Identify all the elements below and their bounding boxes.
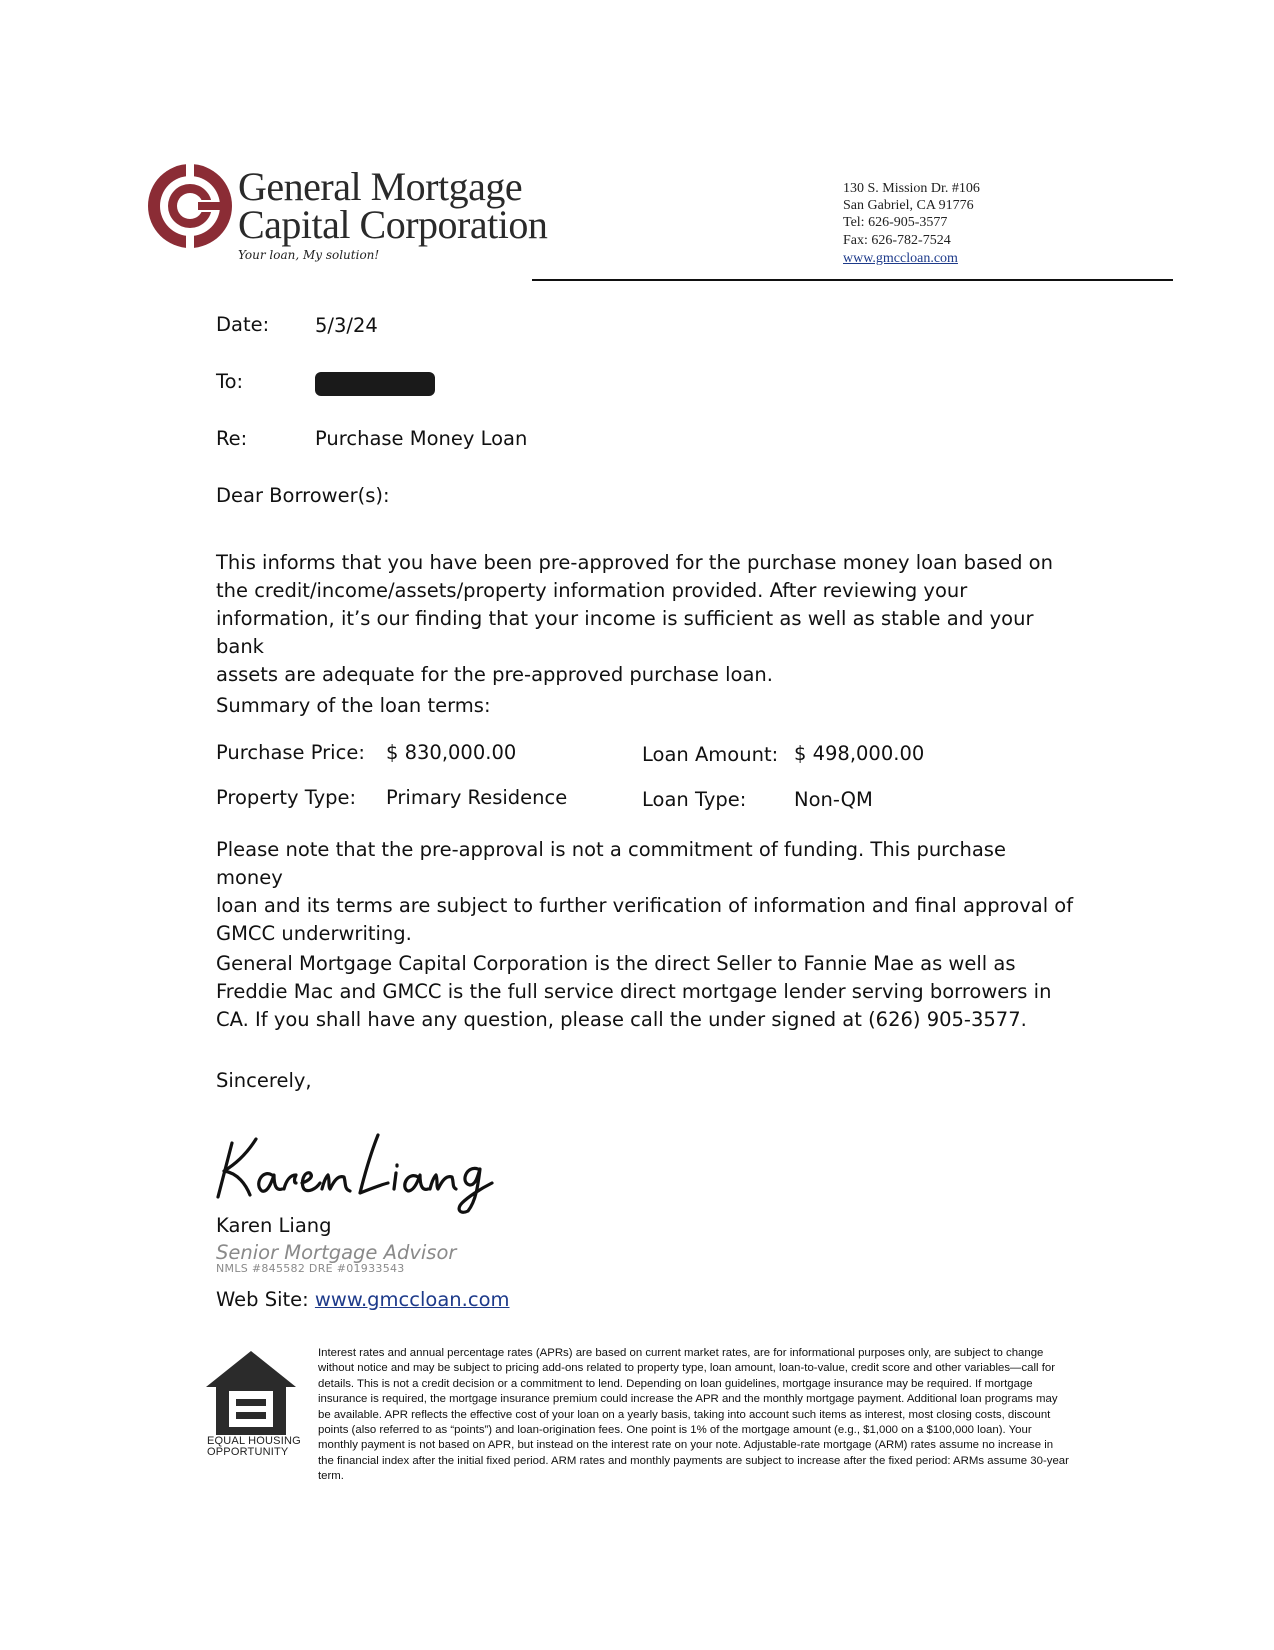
- disclaimer-text: Interest rates and annual percentage rates (APRs) are based on current market rates, are for informational purposes only, are subject to change without notice and may be subject to pricing add-ons related to property type, loan amount, loan-to-value, credit score and other variables—call for details. This is not a credit decision or a commitment to lend. Depending on loan guidelines, mortgage insurance may be required. If mortgage insurance is required, the mortgage insurance premium could increase the APR and the monthly mortgage payment. Additional loan programs may be available. APR reflects the effective cost of your loan on a yearly basis, taking into account such items as interest, most closing costs, discount points (also referred to as “points”) and loan-origination fees. One point is 1% of the mortgage amount (e.g., $1,000 on a $100,000 loan). Your monthly payment is not based on APR, but instead on the interest rate on your note. Adjustable-rate mortgage (ARM) rates assume no increase in the financial index after the initial fixed period. ARM rates and monthly payments are subject to increase after the fixed period: ARMs assume 30-year term.: [318, 1347, 1069, 1483]
- paragraph-3: [216, 950, 1076, 1034]
- equal-housing-text-2: OPPORTUNITY: [207, 1446, 289, 1458]
- signer-title: Senior Mortgage Advisor: [216, 1241, 457, 1264]
- address-line2: San Gabriel, CA 91776: [843, 198, 974, 213]
- purchase-price-value: $ 830,000.00: [386, 741, 517, 764]
- paragraph-1: [216, 549, 1076, 689]
- to-label: To:: [216, 370, 244, 393]
- signer-website-link[interactable]: www.gmccloan.com: [314, 1288, 510, 1311]
- signer-website: [216, 1286, 510, 1314]
- paragraph-2-line: Please note that the pre-approval is not a commitment of funding. This purchase money: [216, 838, 1006, 889]
- loan-amount-value: $ 498,000.00: [794, 742, 925, 765]
- date-label: Date:: [216, 313, 270, 336]
- company-logo-icon: [146, 162, 234, 250]
- company-tagline: Your loan, My solution!: [238, 248, 380, 262]
- loan-type-value: Non-QM: [794, 788, 873, 811]
- company-name-line1: General Mortgage: [238, 164, 523, 209]
- address-tel: Tel: 626-905-3577: [843, 215, 948, 230]
- summary-heading: Summary of the loan terms:: [216, 694, 491, 717]
- disclaimer-block: [212, 1346, 1072, 1485]
- recipient-redaction: [315, 372, 435, 396]
- loan-amount-label: Loan Amount:: [642, 743, 779, 766]
- paragraph-2: [216, 836, 1076, 948]
- paragraph-1-line: This informs that you have been pre-approved for the purchase money loan based on: [216, 551, 1053, 574]
- paragraph-1-line: information, it’s our finding that your income is sufficient as well as stable and your bank: [216, 607, 1034, 658]
- address-fax: Fax: 626-782-7524: [843, 233, 951, 248]
- handwritten-signature: [210, 1125, 500, 1215]
- property-type-label: Property Type:: [216, 786, 357, 809]
- salutation: Dear Borrower(s):: [216, 484, 390, 507]
- paragraph-1-line: assets are adequate for the pre-approved purchase loan.: [216, 663, 773, 686]
- website-label: Web Site:: [216, 1288, 315, 1311]
- paragraph-3-line: General Mortgage Capital Corporation is the direct Seller to Fannie Mae as well as: [216, 952, 1016, 975]
- address-line1: 130 S. Mission Dr. #106: [843, 181, 980, 196]
- paragraph-3-line: Freddie Mac and GMCC is the full service direct mortgage lender serving borrowers in: [216, 980, 1052, 1003]
- letterhead-website-link[interactable]: www.gmccloan.com: [843, 251, 958, 266]
- paragraph-2-line: GMCC underwriting.: [216, 922, 412, 945]
- purchase-price-label: Purchase Price:: [216, 741, 365, 764]
- property-type-value: Primary Residence: [386, 786, 568, 809]
- loan-type-label: Loan Type:: [642, 788, 747, 811]
- re-value: Purchase Money Loan: [315, 427, 528, 450]
- closing: Sincerely,: [216, 1069, 312, 1092]
- paragraph-3-line: CA. If you shall have any question, please call the under signed at (626) 905-3577.: [216, 1008, 1027, 1031]
- header-divider: [532, 279, 1173, 281]
- date-value: 5/3/24: [315, 314, 378, 337]
- signer-license-numbers: NMLS #845582 DRE #01933543: [216, 1262, 405, 1275]
- re-label: Re:: [216, 427, 248, 450]
- company-name-line2: Capital Corporation: [238, 202, 548, 247]
- paragraph-2-line: loan and its terms are subject to further verification of information and final approval of: [216, 894, 1074, 917]
- equal-housing-text-1: EQUAL HOUSING: [207, 1435, 301, 1447]
- paragraph-1-line: the credit/income/assets/property information provided. After reviewing your: [216, 579, 968, 602]
- signer-name: Karen Liang: [216, 1214, 332, 1237]
